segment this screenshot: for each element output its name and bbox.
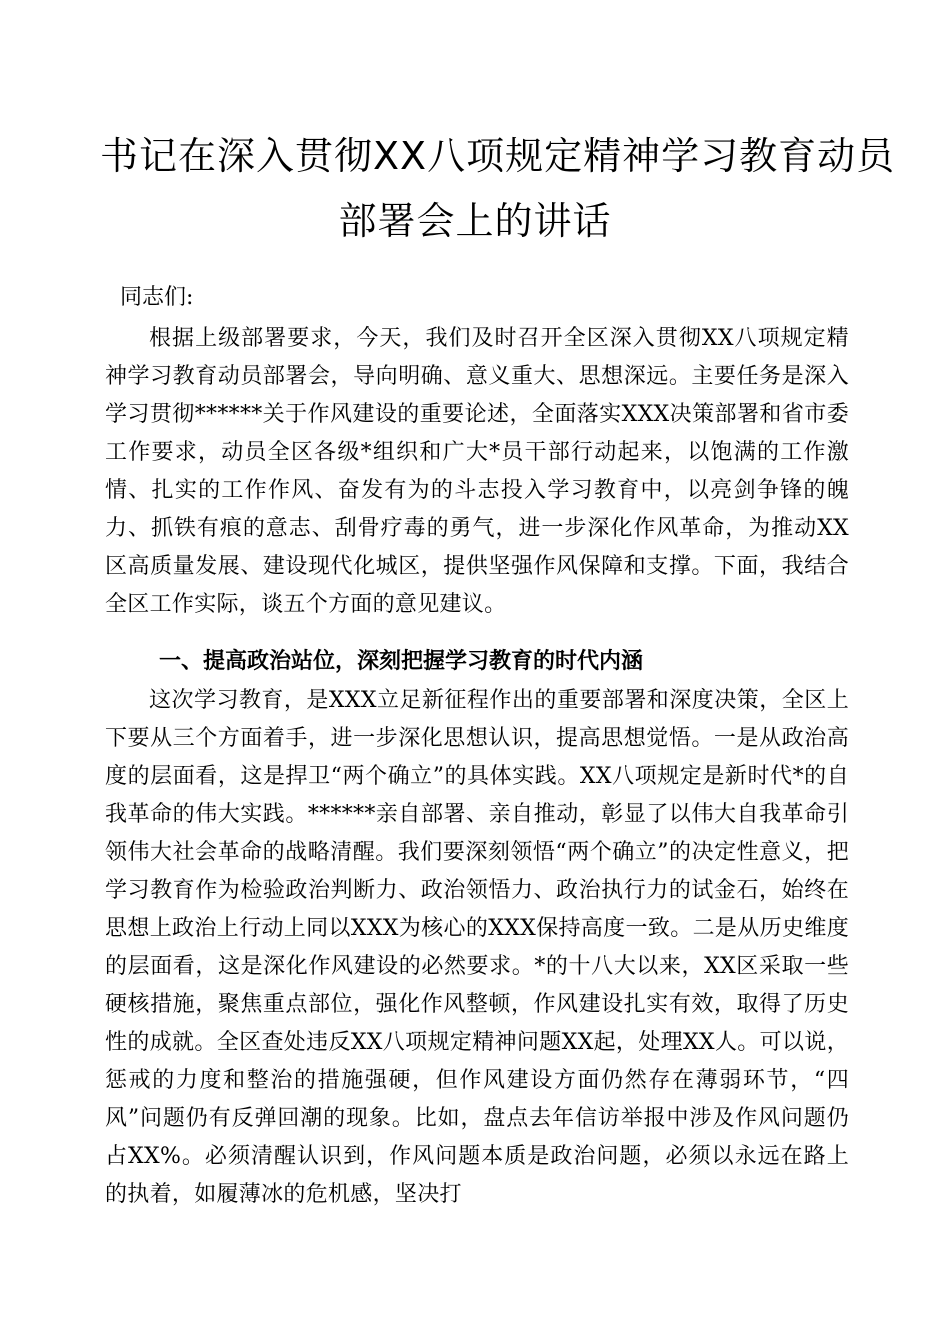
opening-paragraph: 根据上级部署要求，今天，我们及时召开全区深入贯彻XX八项规定精神学习教育动员部署会，导向明确、意义重大、思想深远。主要任务是深入学习贯彻******关于作风建设的重要论述，全面落实XXX决策部署和省市委工作要求，动员全区各级*组织和广大*员干部行动起来，以饱满的工作激情、扎实的工作作风、奋发有为的斗志投入学习教育中，以亮剑争锋的魄力、抓铁有痕的意志、刮骨疗毒的勇气，进一步深化作风革命，为推动XX区高质量发展、建设现代化城区，提供坚强作风保障和支撑。下面，我结合全区工作实际，谈五个方面的意见建议。 <box>105 326 849 617</box>
document-title-line-2: 部署会上的讲话 <box>338 199 612 243</box>
document-title-line-1: 书记在深入贯彻XX八项规定精神学习教育动员 <box>100 134 896 178</box>
greeting: 同志们: <box>120 285 194 310</box>
section-1-paragraph: 这次学习教育，是XXX立足新征程作出的重要部署和深度决策，全区上下要从三个方面着手，进一步深化思想认识，提高思想觉悟。一是从政治高度的层面看，这是捍卫“两个确立”的具体实践。XX八项规定是新时代*的自我革命的伟大实践。******亲自部署、亲自推动，彰显了以伟大自我革命引领伟大社会革命的战略清醒。我们要深刻领悟“两个确立”的决定性意义，把学习教育作为检验政治判断力、政治领悟力、政治执行力的试金石，始终在思想上政治上行动上同以XXX为核心的XXX保持高度一致。二是从历史维度的层面看，这是深化作风建设的必然要求。*的十八大以来，XX区采取一些硬核措施，聚焦重点部位，强化作风整顿，作风建设扎实有效，取得了历史性的成就。全区查处违反XX八项规定精神问题XX起，处理XX人。可以说，惩戒的力度和整治的措施强硬，但作风建设方面仍然存在薄弱环节，“四风”问题仍有反弹回潮的现象。比如，盘点去年信访举报中涉及作风问题仍占XX%。必须清醒认识到，作风问题本质是政治问题，必须以永远在路上的执着，如履薄冰的危机感，坚决打 <box>105 688 849 1207</box>
section-heading-1: 一、提高政治站位，深刻把握学习教育的时代内涵 <box>159 649 644 674</box>
